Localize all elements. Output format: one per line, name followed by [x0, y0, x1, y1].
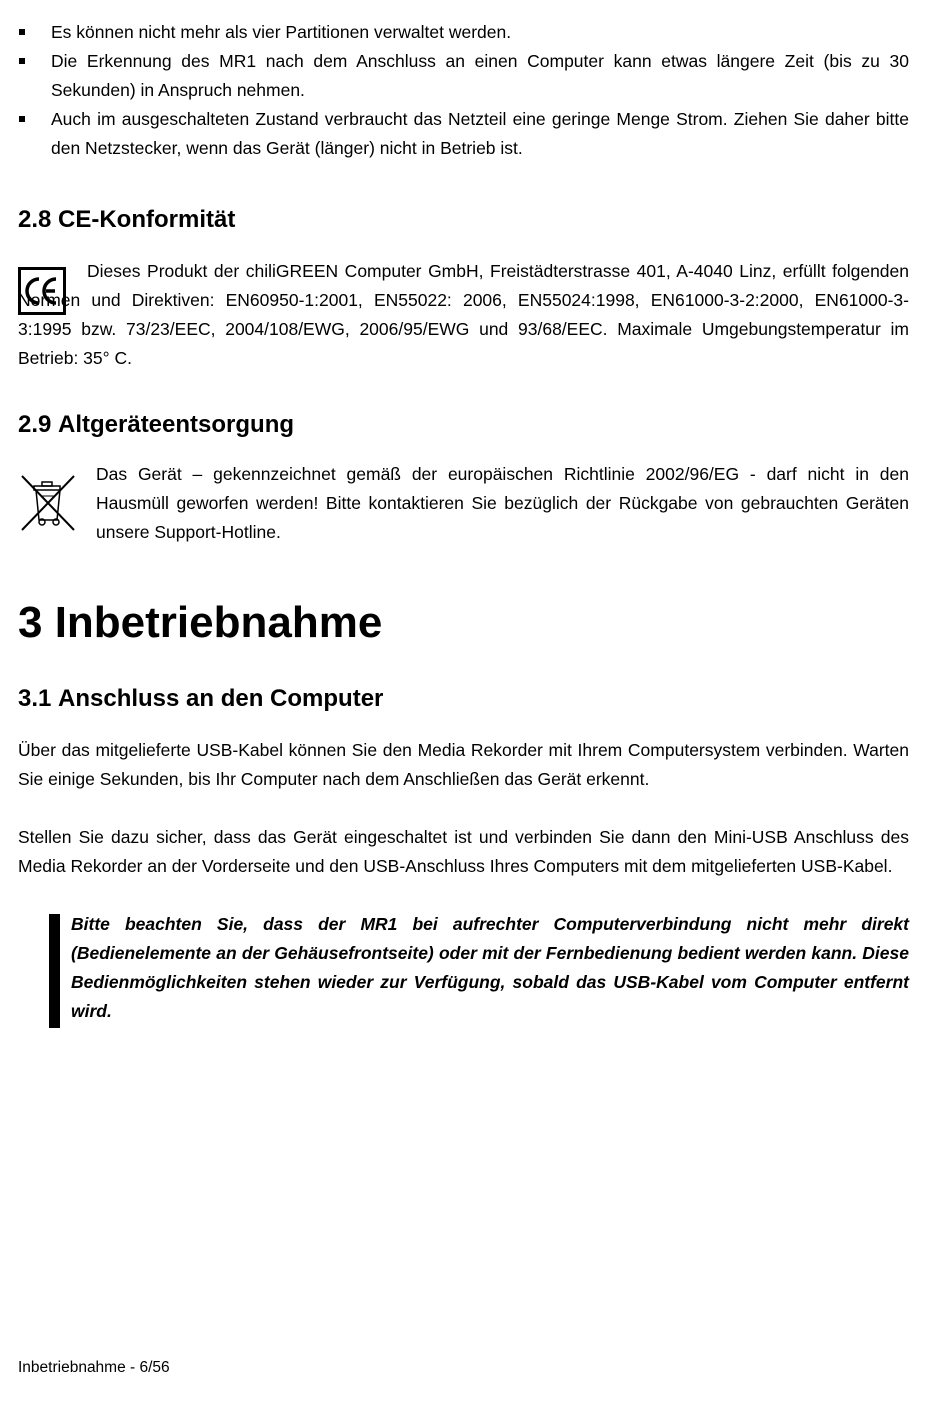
- section-title: Altgeräteentsorgung: [58, 411, 295, 438]
- bullet-icon: [19, 58, 25, 64]
- section-heading-2-8: [18, 205, 909, 235]
- ce-conformity-text: Dieses Produkt der chiliGREEN Computer GmbH, Freistädterstrasse 401, A-4040 Linz, erfüllt folgenden Normen und Direktiven: EN60950-1:2001, EN55022: 2006, EN55024:1998, EN61000-3-2:2000, EN61000-3-3:1995 bzw. 73/23/EEC, 2004/108/EWG, 2006/95/EWG und 93/68/EEC. Maximale Umgebungstemperatur im Betrieb: 35° C.: [18, 261, 909, 368]
- section-heading-3-1: [18, 684, 909, 714]
- ce-mark-icon: [18, 267, 66, 315]
- note-marker-bar: [49, 914, 60, 1028]
- list-item-text: Die Erkennung des MR1 nach dem Anschluss an einen Computer kann etwas längere Zeit (bis zu 30 Sekunden) in Anspruch nehmen.: [51, 51, 909, 100]
- section-number: 2.8: [18, 206, 52, 233]
- section-number: 3.1: [18, 685, 52, 712]
- section-number: 2.9: [18, 411, 52, 438]
- chapter-title: 3 Inbetriebnahme: [18, 598, 383, 647]
- list-item: [18, 18, 909, 47]
- list-item-text: Es können nicht mehr als vier Partitionen verwaltet werden.: [51, 22, 512, 42]
- section-heading-2-9: [18, 410, 909, 440]
- page-footer: Inbetriebnahme - 6/56: [18, 1359, 170, 1376]
- note-text: Bitte beachten Sie, dass der MR1 bei aufrechter Computerverbindung nicht mehr direkt (Bedienelemente an der Gehäusefrontseite) oder mit der Fernbedienung bedient werden kann. Diese Bedienmöglichkeiten stehen wieder zur Verfügung, sobald das USB-Kabel vom Computer entfernt wird.: [71, 914, 909, 1021]
- bullet-list: [18, 18, 909, 163]
- document-page: [18, 18, 909, 1026]
- list-item: [18, 47, 909, 105]
- weee-disposal-text: Das Gerät – gekennzeichnet gemäß der europäischen Richtlinie 2002/96/EG - darf nicht in den Hausmüll geworfen werden! Bitte kontaktieren Sie bezüglich der Rückgabe von gebrauchten Geräten unsere Support-Hotline.: [96, 464, 909, 542]
- section-title: CE-Konformität: [58, 206, 236, 233]
- ce-conformity-block: [18, 257, 909, 373]
- section-title: Anschluss an den Computer: [58, 685, 384, 712]
- bullet-icon: [19, 116, 25, 122]
- list-item-text: Auch im ausgeschalteten Zustand verbraucht das Netzteil eine geringe Menge Strom. Ziehen Sie daher bitte den Netzstecker, wenn das Gerät (länger) nicht in Betrieb ist.: [51, 109, 909, 158]
- crossed-out-wheelie-bin-icon: [20, 474, 76, 532]
- note-block: [18, 910, 909, 1026]
- paragraph: Über das mitgelieferte USB-Kabel können Sie den Media Rekorder mit Ihrem Computersystem verbinden. Warten Sie einige Sekunden, bis Ihr Computer nach dem Anschließen das Gerät erkennt.: [18, 740, 909, 789]
- list-item: [18, 105, 909, 163]
- paragraph: Stellen Sie dazu sicher, dass das Gerät eingeschaltet ist und verbinden Sie dann den Mini-USB Anschluss des Media Rekorder an der Vorderseite und den USB-Anschluss Ihres Computers mit dem mitgelieferten USB-Kabel.: [18, 827, 909, 876]
- weee-disposal-block: [18, 460, 909, 547]
- bullet-icon: [19, 29, 25, 35]
